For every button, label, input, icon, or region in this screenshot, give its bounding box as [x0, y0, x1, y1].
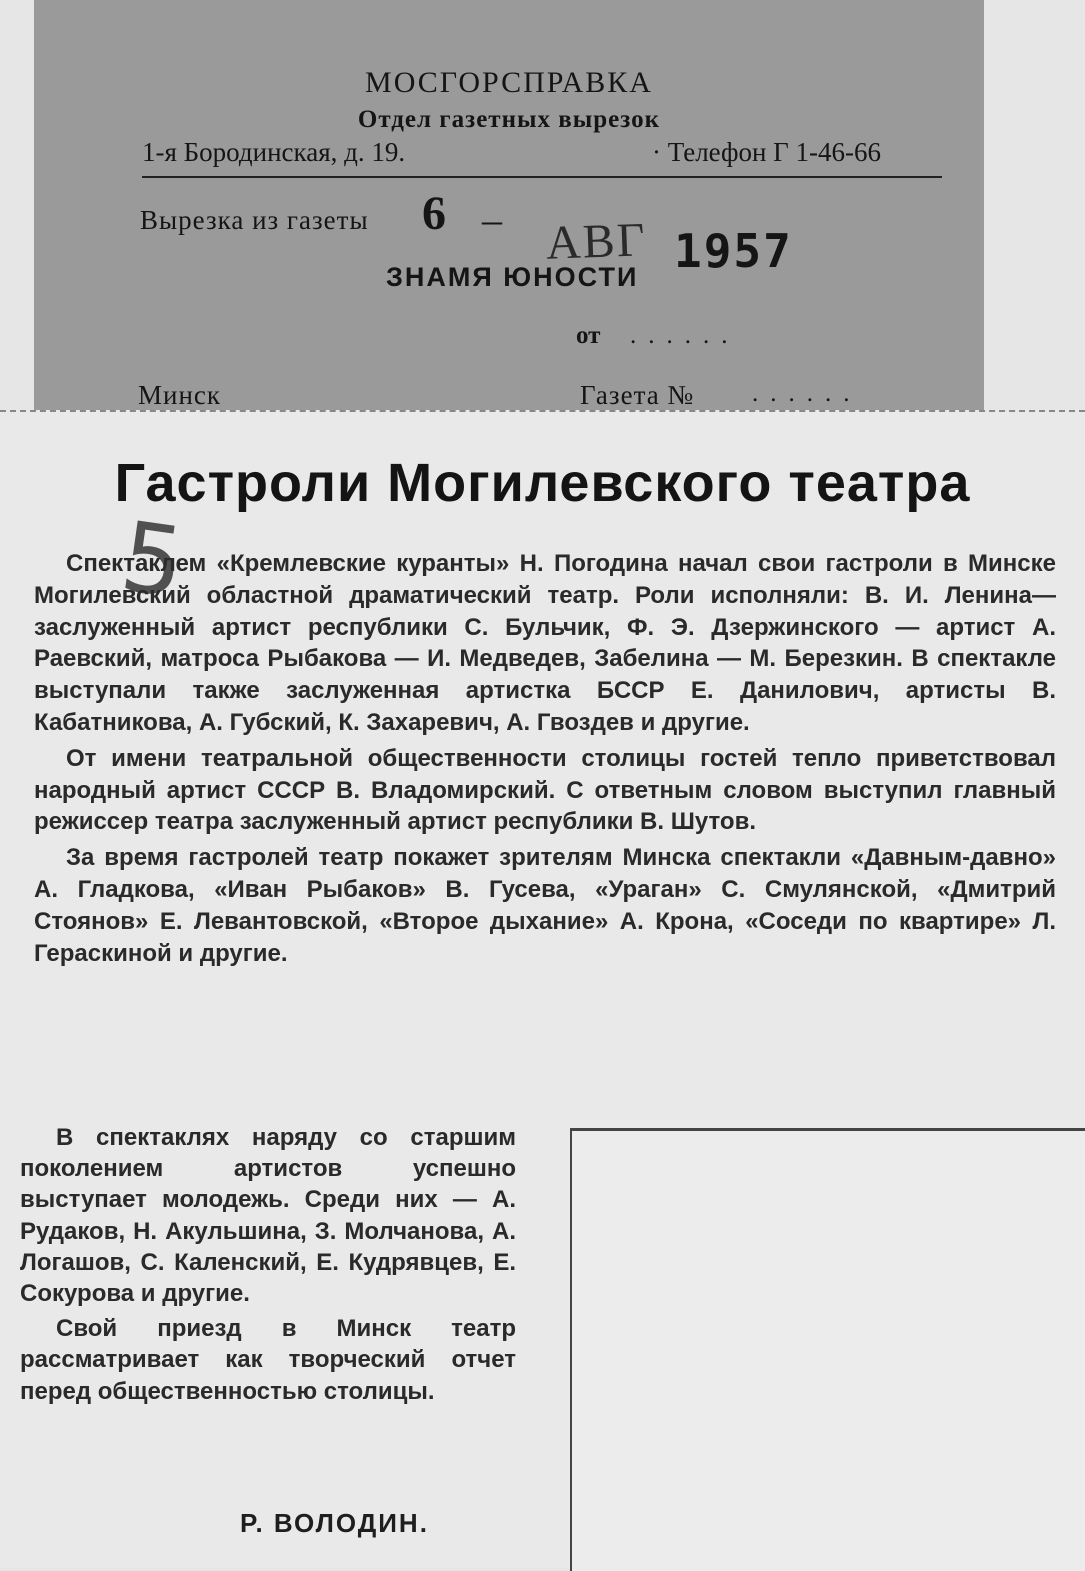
- city: Минск: [138, 380, 222, 410]
- article-paragraph: Свой приезд в Минск театр рассматривает как творческий отчет перед общественностью столицы.: [20, 1315, 516, 1405]
- article-body: [34, 548, 1056, 969]
- handwritten-page-number: 5: [114, 500, 191, 620]
- from-dots: ......: [630, 322, 740, 349]
- newspaper-name: ЗНАМЯ ЮНОСТИ: [386, 262, 639, 292]
- date-day: 6: [422, 187, 446, 240]
- agency-address: 1-я Бородинская, д. 19.: [142, 137, 406, 167]
- clip-label: Вырезка из газеты: [140, 205, 369, 235]
- article-paragraph: От имени театральной общественности столицы гостей тепло приветствовал народный артист СССР В. Владомирский. С ответным словом выступил главный режиссер театра заслуженный артист республики В. Шутов.: [34, 744, 1056, 836]
- issue-dots: ......: [752, 380, 862, 407]
- article-paragraph: За время гастролей театр покажет зрителям Минска спектакли «Давным-давно» А. Гладкова, «Иван Рыбаков» В. Гусева, «Ураган» С. Смулянской, «Дмитрий Стоянов» Е. Левантовской, «Второе дыхание» А. Крона, «Соседи по квартире» Л. Гераскиной и другие.: [34, 844, 1056, 967]
- article-paragraph: В спектаклях наряду со старшим поколением артистов успешно выступает молодежь. Среди них — А. Рудаков, Н. Акульшина, З. Молчанова, А. Логашов, С. Каленский, Е. Кудрявцев, Е. Сокурова и другие.: [20, 1124, 516, 1308]
- article-author: Р. ВОЛОДИН.: [240, 1508, 429, 1538]
- clipping-agency-stamp: [34, 0, 984, 418]
- date-month: АВГ: [545, 213, 648, 270]
- newspaper-clipping: [0, 410, 1085, 1568]
- article-paragraph: Спектаклем «Кремлевские куранты» Н. Погодина начал свои гастроли в Минске Могилевский областной драматический театр. Роли исполняли: В. И. Ленина—заслуженный артист республики С. Бульчик, Ф. Э. Дзержинского — артист А. Раевский, матроса Рыбакова — И. Медведев, Забелина — М. Березкин. В спектакле выступали также заслуженная артистка БССР Е. Данилович, артисты В. Кабатникова, А. Губский, К. Захаревич, А. Гвоздев и другие.: [34, 550, 1056, 736]
- stamp-divider: [142, 176, 942, 178]
- date-dash: –: [482, 197, 502, 242]
- agency-name: МОСГОРСПРАВКА: [365, 66, 653, 99]
- agency-department: Отдел газетных вырезок: [357, 106, 661, 133]
- article-headline: Гастроли Могилевского театра: [114, 453, 971, 513]
- issue-label: Газета №: [580, 380, 695, 410]
- date-year: 1957: [674, 224, 793, 278]
- adjacent-article-frame: [570, 1128, 1085, 1571]
- from-label: от: [576, 322, 601, 349]
- agency-phone: · Телефон Г 1-46-66: [652, 137, 882, 167]
- article-body-narrow-column: [20, 1122, 516, 1407]
